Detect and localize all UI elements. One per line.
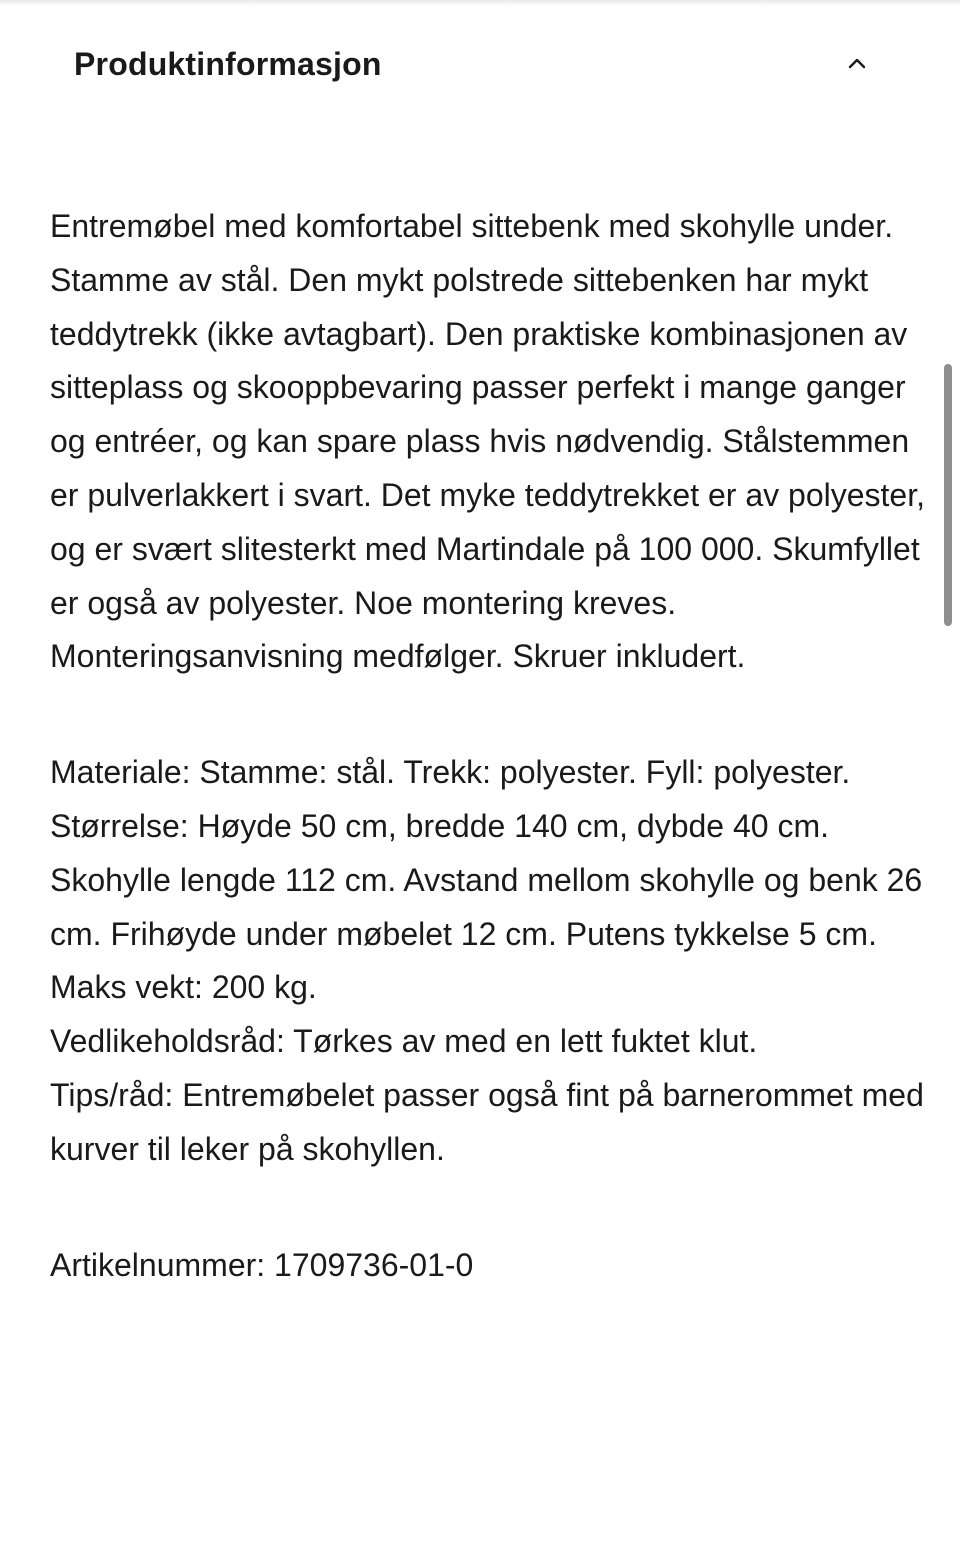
spec-tips: Tips/råd: Entremøbelet passer også fint på barnerommet med kurver til leker på skohyllen. xyxy=(50,1076,924,1167)
product-info-content xyxy=(50,200,930,1292)
vertical-scrollbar[interactable] xyxy=(944,364,952,626)
product-description: Entremøbel med komfortabel sittebenk med skohylle under. Stamme av stål. Den mykt polstrede sittebenken har mykt teddytrekk (ikke avtagbart). Den praktiske kombinasjonen av sitteplass og skooppbevaring passer perfekt i mange ganger og entréer, og kan spare plass hvis nødvendig. Stålstemmen er pulverlakkert i svart. Det myke teddytrekket er av polyester, og er svært slitesterkt med Martindale på 100 000. Skumfyllet er også av polyester. Noe montering kreves. Monteringsanvisning medfølger. Skruer inkludert. xyxy=(50,208,925,675)
spec-care: Vedlikeholdsråd: Tørkes av med en lett fuktet klut. xyxy=(50,1023,758,1060)
accordion-title: Produktinformasjon xyxy=(74,46,382,82)
article-number: Artikelnummer: 1709736-01-0 xyxy=(50,1246,474,1283)
chevron-up-icon[interactable] xyxy=(842,48,872,78)
product-info-accordion-header[interactable] xyxy=(0,0,960,128)
spec-size: Størrelse: Høyde 50 cm, bredde 140 cm, dybde 40 cm. Skohylle lengde 112 cm. Avstand mellom skohylle og benk 26 cm. Frihøyde under møbelet 12 cm. Putens tykkelse 5 cm. xyxy=(50,807,923,952)
spec-max-weight: Maks vekt: 200 kg. xyxy=(50,969,317,1006)
spec-material: Materiale: Stamme: stål. Trekk: polyester. Fyll: polyester. xyxy=(50,754,851,791)
